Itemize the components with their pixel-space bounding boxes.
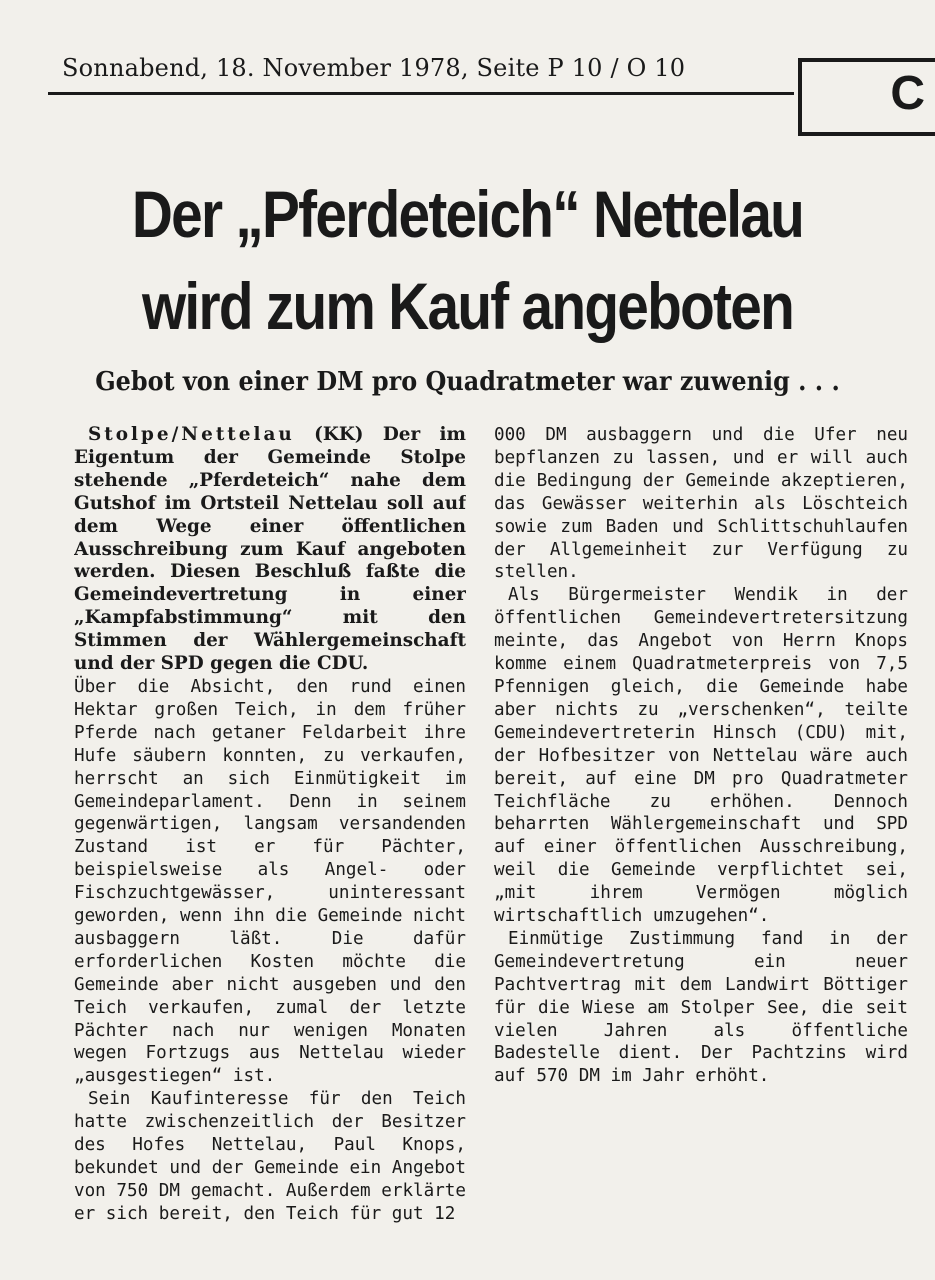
lead-paragraph bbox=[74, 424, 466, 676]
headline-line-1: Der „Pferdeteich“ Nettelau bbox=[131, 177, 804, 251]
article-column-right bbox=[494, 424, 908, 1088]
headline-line-2: wird zum Kauf angeboten bbox=[141, 269, 794, 343]
lead-text: (KK) Der im Eigentum der Gemeinde Stolpe stehende „Pferdeteich“ nahe dem Gutshof im Ortsteil Nettelau soll auf dem Wege einer öffentlichen Ausschreibung zum Kauf angeboten werden. Diesen Beschluß faßte die Gemeindevertretung in einer „Kampfabstimmung“ mit den Stimmen der Wählergemeinschaft und der SPD gegen die CDU. bbox=[74, 424, 466, 675]
article-column-left bbox=[74, 424, 466, 1226]
body-paragraph-2-continued: 000 DM ausbaggern und die Ufer neu bepflanzen zu lassen, und er will auch die Bedingung der Gemeinde akzeptieren, das Gewässer weiterhin als Löschteich sowie zum Baden und Schlittschuhlaufen der Allgemeinheit zur Verfügung zu stellen. bbox=[494, 425, 908, 583]
body-paragraph-4: Einmütige Zustimmung fand in der Gemeindevertretung ein neuer Pachtvertrag mit dem Landwirt Böttiger für die Wiese am Stolper See, die seit vielen Jahren als öffentliche Badestelle dient. Der Pachtzins wird auf 570 DM im Jahr erhöht. bbox=[494, 928, 908, 1087]
headline bbox=[65, 168, 869, 352]
dateline: Sonnabend, 18. November 1978, Seite P 10 / O 10 bbox=[62, 54, 686, 82]
lead-place: Stolpe/Nettelau bbox=[88, 424, 295, 445]
body-paragraph-1: Über die Absicht, den rund einen Hektar großen Teich, in dem früher Pferde nach getaner Feldarbeit ihre Hufe säubern konnten, zu verkaufen, herrscht an sich Einmütigkeit im Gemeindeparlament. Denn in seinem gegenwärtigen, langsam versandenden Zustand ist er für Pächter, beispielsweise als Angel- oder Fischzuchtgewässer, uninteressant geworden, wenn ihn die Gemeinde nicht ausbaggern läßt. Die dafür erforderlichen Kosten möchte die Gemeinde aber nicht ausgeben und den Teich verkaufen, zumal der letzte Pächter nach nur wenigen Monaten wegen Fortzugs aus Nettelau wieder „ausgestiegen“ ist. bbox=[74, 676, 466, 1087]
header-rule bbox=[48, 92, 794, 95]
subheadline: Gebot von einer DM pro Quadratmeter war zuwenig . . . bbox=[95, 367, 840, 397]
body-paragraph-3: Als Bürgermeister Wendik in der öffentlichen Gemeindevertretersitzung meinte, das Angebot von Herrn Knops komme einem Quadratmeterpreis von 7,5 Pfennigen gleich, die Gemeinde habe aber nichts zu „verschenken“, teilte Gemeindevertreterin Hinsch (CDU) mit, der Hofbesitzer von Nettelau wäre auch bereit, auf eine DM pro Quadratmeter Teichfläche zu erhöhen. Dennoch beharrten Wählergemeinschaft und SPD auf einer öffentlichen Ausschreibung, weil die Gemeinde verpflichtet sei, „mit ihrem Vermögen möglich wirtschaftlich umzugehen“. bbox=[494, 585, 908, 927]
section-marker-box bbox=[798, 58, 935, 136]
body-paragraph-2: Sein Kaufinteresse für den Teich hatte zwischenzeitlich der Besitzer des Hofes Nettelau, Paul Knops, bekundet und der Gemeinde ein Angebot von 750 DM gemacht. Außerdem erklärte er sich bereit, den Teich für gut 12 bbox=[74, 1089, 466, 1224]
section-marker-letter: C bbox=[890, 67, 925, 120]
